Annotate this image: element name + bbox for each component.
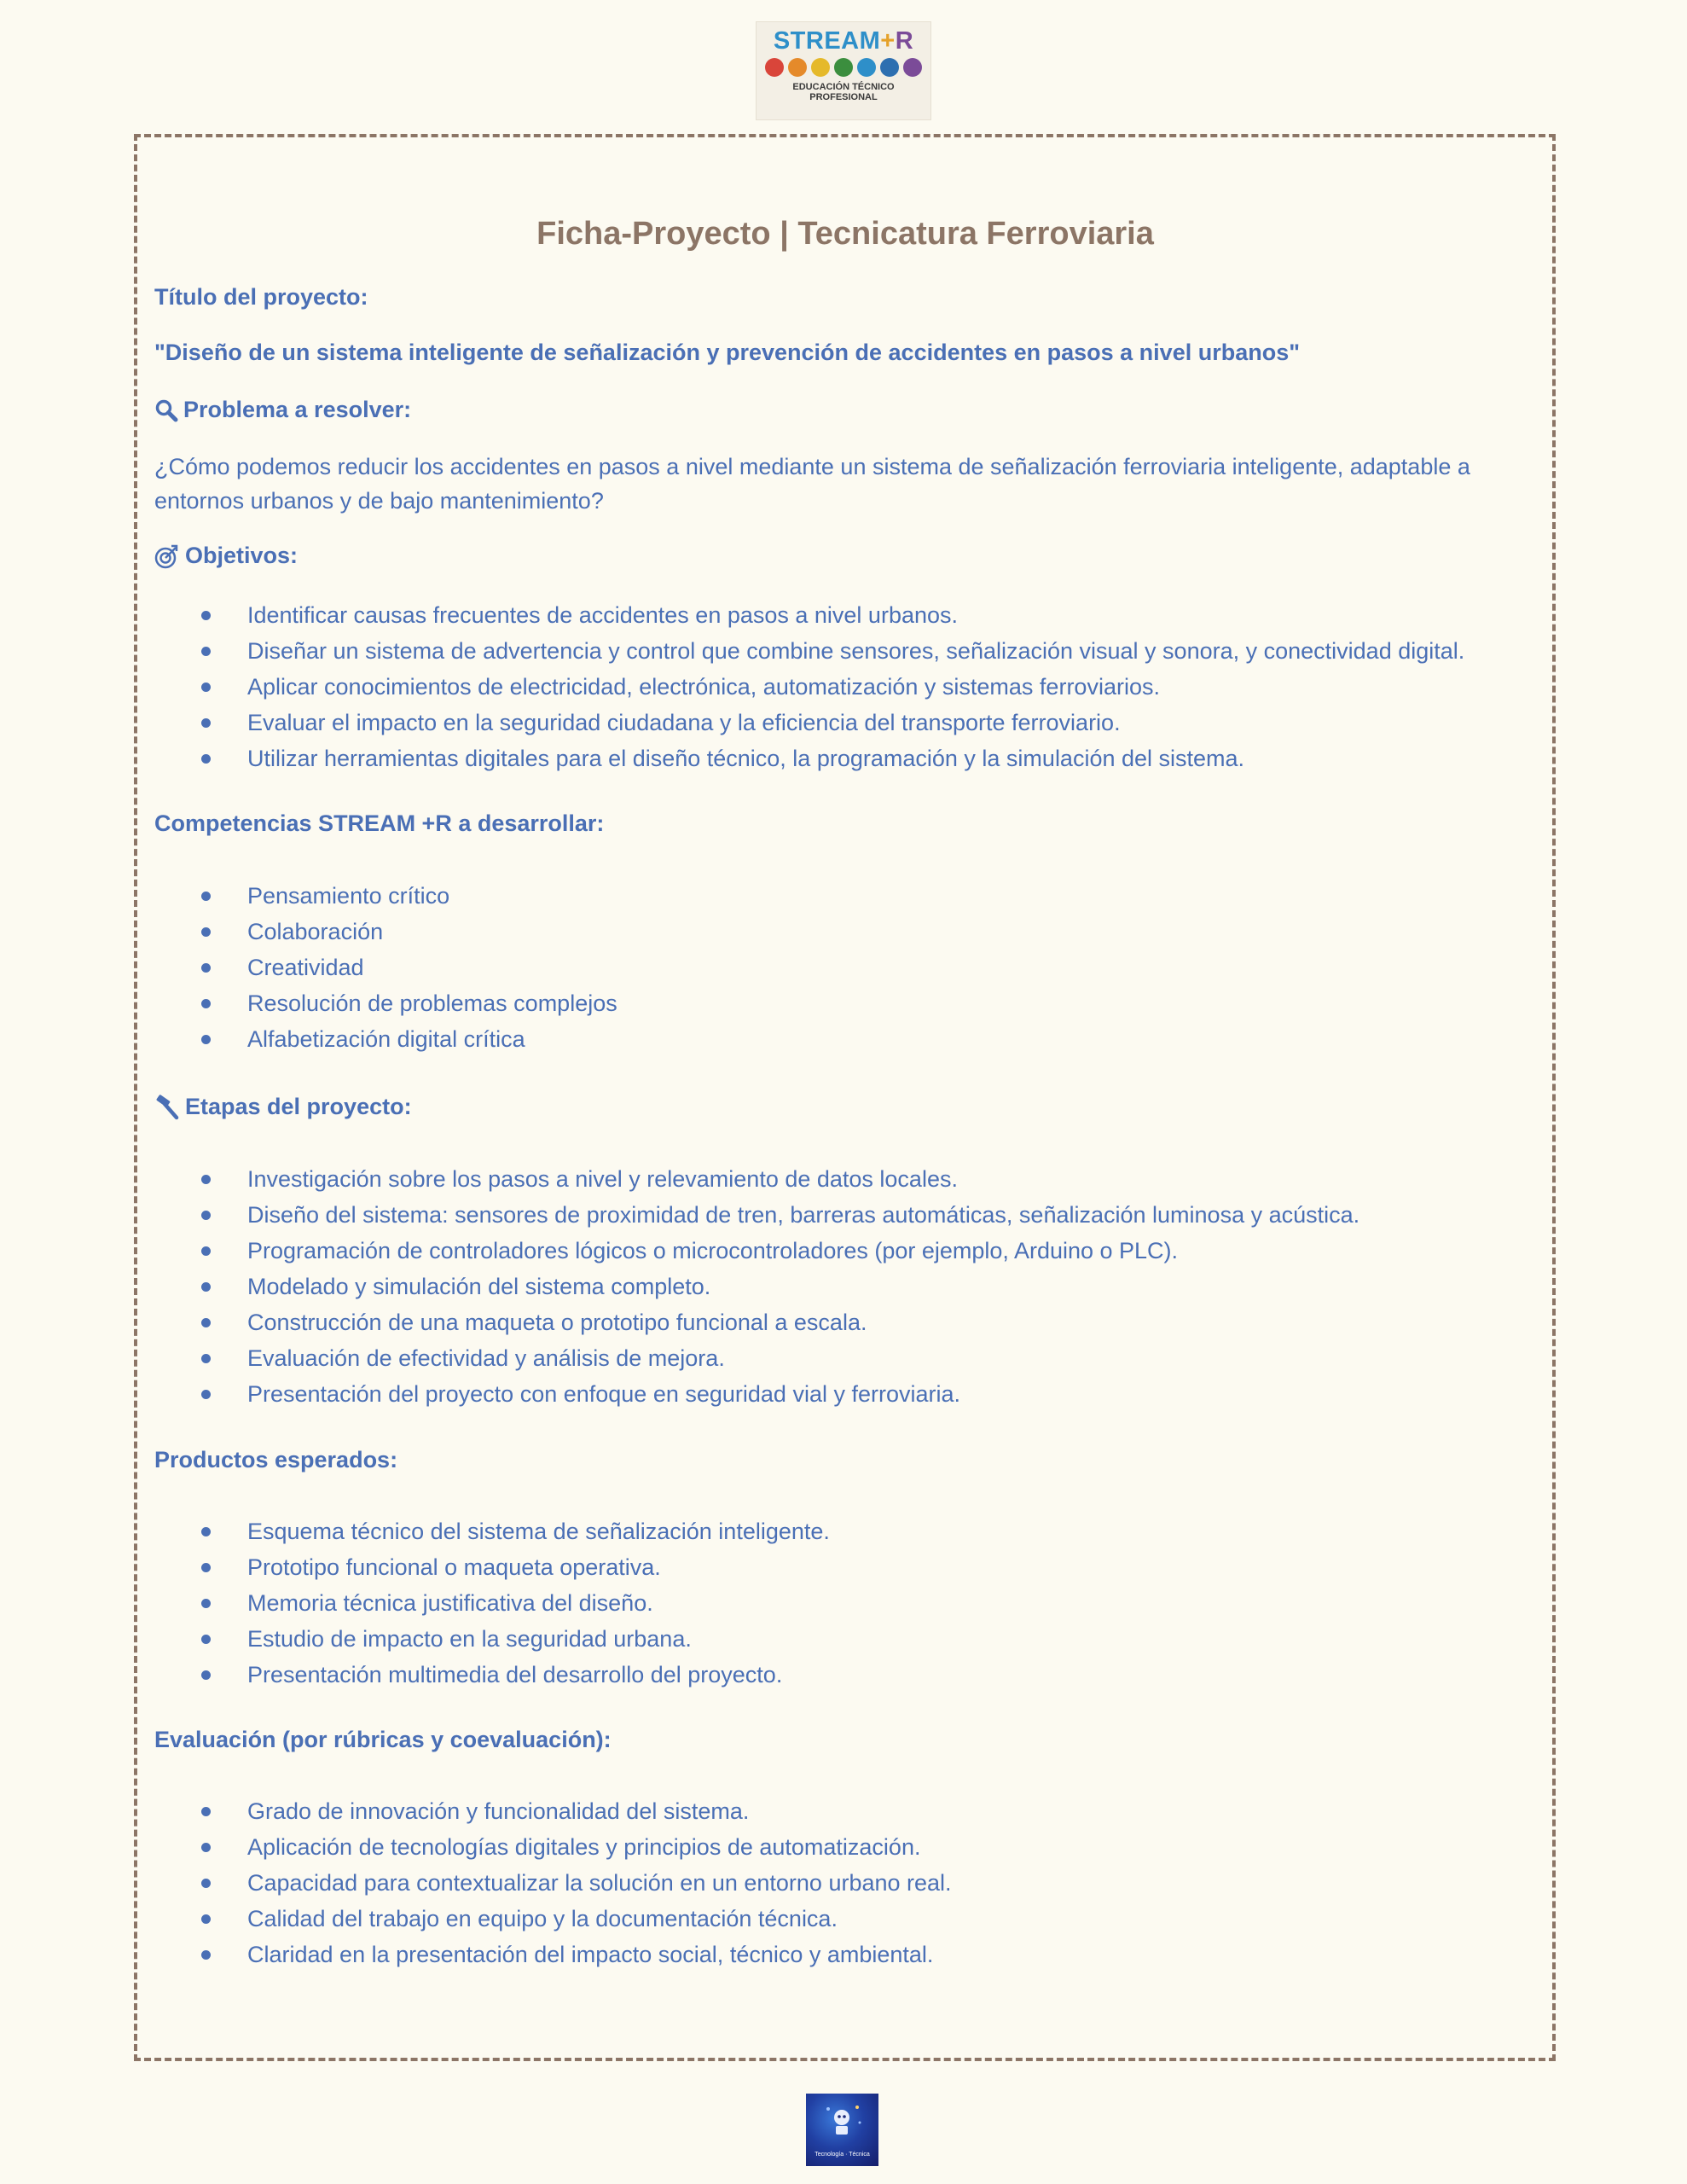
bullet-icon: [201, 754, 211, 764]
logo-discipline-icon: [788, 58, 807, 77]
hammer-icon: [154, 1095, 180, 1120]
stream-r-logo: [756, 21, 931, 120]
bullet-icon: [201, 1282, 211, 1292]
logo-brand: [757, 29, 930, 54]
robot-icon: [806, 2094, 878, 2145]
evaluation-item-text: Calidad del trabajo en equipo y la documentación técnica.: [247, 1906, 838, 1931]
problem-heading: [154, 397, 411, 423]
competency-item: [154, 985, 617, 1021]
objective-item-text: Utilizar herramientas digitales para el diseño técnico, la programación y la simulación del sistema.: [247, 746, 1245, 771]
project-title-label: Título del proyecto:: [154, 284, 368, 310]
logo-discipline-icon: [903, 58, 922, 77]
bullet-icon: [201, 1035, 211, 1044]
products-heading: Productos esperados:: [154, 1447, 398, 1472]
product-item-text: Estudio de impacto en la seguridad urbana.: [247, 1626, 692, 1652]
bullet-icon: [201, 1807, 211, 1816]
stage-item: [154, 1161, 1359, 1197]
logo-discipline-icon: [880, 58, 899, 77]
bullet-icon: [201, 999, 211, 1008]
competency-item: [154, 1021, 617, 1057]
objective-item: [154, 597, 1464, 633]
problem-text: ¿Cómo podemos reducir los accidentes en pasos a nivel mediante un sistema de señalización ferroviaria inteligente, adaptable a entornos urbanos y de bajo mantenimiento?: [154, 454, 1470, 514]
product-item-text: Esquema técnico del sistema de señalización inteligente.: [247, 1519, 830, 1544]
objective-item-text: Evaluar el impacto en la seguridad ciudadana y la eficiencia del transporte ferroviario.: [247, 710, 1121, 735]
evaluation-item-text: Aplicación de tecnologías digitales y principios de automatización.: [247, 1834, 921, 1860]
evaluation-heading: Evaluación (por rúbricas y coevaluación):: [154, 1727, 612, 1752]
logo-discipline-icon: [765, 58, 784, 77]
stages-heading: [154, 1094, 412, 1120]
bullet-icon: [201, 1879, 211, 1888]
stages-heading-text: Etapas del proyecto:: [185, 1094, 412, 1119]
stage-item-text: Programación de controladores lógicos o microcontroladores (por ejemplo, Arduino o PLC).: [247, 1238, 1179, 1263]
competency-item-text: Pensamiento crítico: [247, 883, 450, 909]
competencies-list: [154, 878, 617, 1057]
objectives-heading: [154, 543, 298, 569]
objectives-list: [154, 597, 1464, 776]
objective-item: [154, 669, 1464, 705]
bullet-icon: [201, 1211, 211, 1220]
stage-item-text: Evaluación de efectividad y análisis de mejora.: [247, 1345, 725, 1371]
stage-item: [154, 1304, 1359, 1340]
bullet-icon: [201, 718, 211, 728]
problem-heading-text: Problema a resolver:: [183, 397, 412, 422]
logo-discipline-icons: [757, 58, 930, 77]
logo-brand-r: R: [895, 27, 914, 55]
bullet-icon: [201, 682, 211, 692]
bullet-icon: [201, 963, 211, 973]
logo-brand-plus: +: [880, 27, 896, 55]
competency-item: [154, 950, 617, 985]
bullet-icon: [201, 647, 211, 656]
competency-item: [154, 878, 617, 914]
objective-item: [154, 705, 1464, 741]
evaluation-item: [154, 1937, 952, 1972]
stage-item: [154, 1269, 1359, 1304]
stage-item-text: Modelado y simulación del sistema completo.: [247, 1274, 711, 1299]
objective-item-text: Aplicar conocimientos de electricidad, electrónica, automatización y sistemas ferroviarios.: [247, 674, 1160, 700]
stage-item: [154, 1376, 1359, 1412]
footer-badge-label: Tecnología · Técnica: [815, 2152, 870, 2158]
stage-item-text: Diseño del sistema: sensores de proximidad de tren, barreras automáticas, señalización luminosa y acústica.: [247, 1202, 1360, 1228]
bullet-icon: [201, 1843, 211, 1852]
product-item-text: Presentación multimedia del desarrollo del proyecto.: [247, 1662, 783, 1687]
objective-item-text: Identificar causas frecuentes de accidentes en pasos a nivel urbanos.: [247, 602, 959, 628]
products-list: [154, 1513, 830, 1693]
bullet-icon: [201, 1390, 211, 1399]
logo-discipline-icon: [857, 58, 876, 77]
competencies-heading: Competencias STREAM +R a desarrollar:: [154, 810, 605, 836]
evaluation-item-text: Capacidad para contextualizar la solución en un entorno urbano real.: [247, 1870, 952, 1896]
competency-item-text: Resolución de problemas complejos: [247, 990, 617, 1016]
stage-item-text: Presentación del proyecto con enfoque en seguridad vial y ferroviaria.: [247, 1381, 960, 1407]
competency-item: [154, 914, 617, 950]
footer-tecnologia-badge: [806, 2094, 878, 2166]
competency-item-text: Creatividad: [247, 955, 364, 980]
bullet-icon: [201, 1318, 211, 1327]
product-item-text: Prototipo funcional o maqueta operativa.: [247, 1554, 661, 1580]
logo-brand-main: STREAM: [773, 27, 881, 55]
logo-discipline-icon: [811, 58, 830, 77]
logo-subtitle-line2: PROFESIONAL: [809, 92, 878, 102]
bullet-icon: [201, 1914, 211, 1924]
objective-item-text: Diseñar un sistema de advertencia y control que combine sensores, señalización visual y sonora, y conectividad digital.: [247, 638, 1465, 664]
evaluation-item: [154, 1901, 952, 1937]
stage-item-text: Investigación sobre los pasos a nivel y relevamiento de datos locales.: [247, 1166, 958, 1192]
evaluation-item-text: Claridad en la presentación del impacto social, técnico y ambiental.: [247, 1942, 934, 1967]
bullet-icon: [201, 892, 211, 901]
competency-item-text: Colaboración: [247, 919, 384, 944]
bullet-icon: [201, 1635, 211, 1644]
magnifier-icon: [154, 398, 178, 422]
target-icon: [154, 543, 180, 569]
product-item: [154, 1549, 830, 1585]
product-item: [154, 1513, 830, 1549]
bullet-icon: [201, 1563, 211, 1572]
bullet-icon: [201, 1246, 211, 1256]
bullet-icon: [201, 1527, 211, 1536]
objectives-heading-text: Objetivos:: [185, 543, 299, 568]
stage-item: [154, 1340, 1359, 1376]
evaluation-item-text: Grado de innovación y funcionalidad del sistema.: [247, 1798, 750, 1824]
product-item: [154, 1657, 830, 1693]
stage-item: [154, 1233, 1359, 1269]
evaluation-item: [154, 1865, 952, 1901]
objective-item: [154, 741, 1464, 776]
evaluation-list: [154, 1793, 952, 1972]
bullet-icon: [201, 1354, 211, 1363]
project-title-value: "Diseño de un sistema inteligente de señalización y prevención de accidentes en pasos a nivel urbanos": [154, 340, 1301, 365]
logo-subtitle-line1: EDUCACIÓN TÉCNICO: [792, 82, 895, 92]
competency-item-text: Alfabetización digital crítica: [247, 1026, 525, 1052]
bullet-icon: [201, 1599, 211, 1608]
bullet-icon: [201, 611, 211, 620]
logo-subtitle: [757, 82, 930, 102]
logo-discipline-icon: [834, 58, 853, 77]
objective-item: [154, 633, 1464, 669]
evaluation-item: [154, 1829, 952, 1865]
bullet-icon: [201, 1670, 211, 1680]
bullet-icon: [201, 1950, 211, 1960]
evaluation-item: [154, 1793, 952, 1829]
bullet-icon: [201, 927, 211, 937]
product-item: [154, 1621, 830, 1657]
stages-list: [154, 1161, 1359, 1412]
document-title: Ficha-Proyecto | Tecnicatura Ferroviaria: [536, 216, 1154, 252]
stage-item-text: Construcción de una maqueta o prototipo funcional a escala.: [247, 1310, 867, 1335]
stage-item: [154, 1197, 1359, 1233]
product-item: [154, 1585, 830, 1621]
bullet-icon: [201, 1175, 211, 1184]
product-item-text: Memoria técnica justificativa del diseño.: [247, 1590, 653, 1616]
